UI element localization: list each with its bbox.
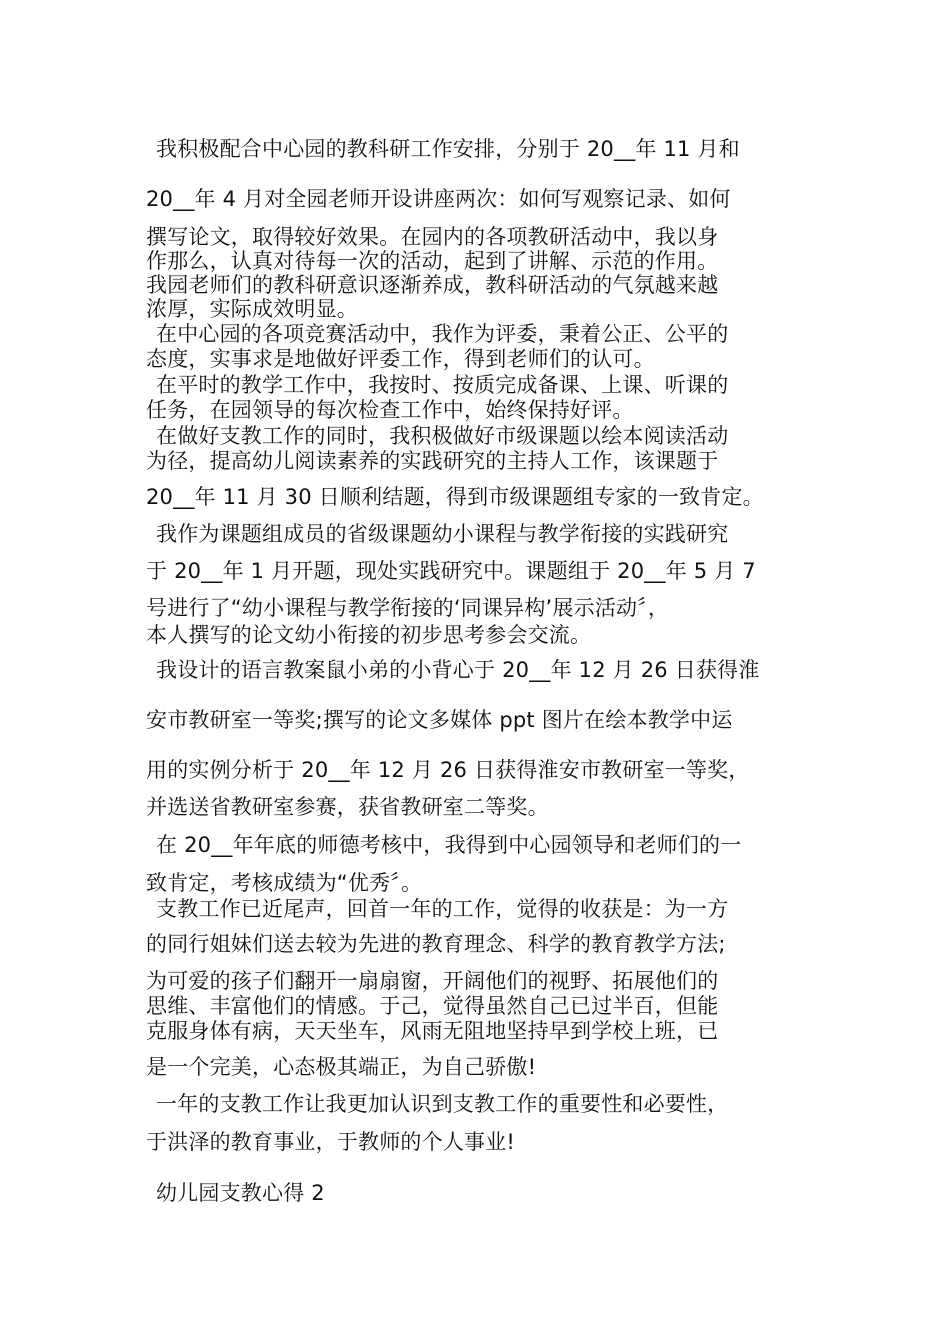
text-line: 我园老师们的教科研意识逐渐养成，教科研活动的气氛越来越 bbox=[146, 273, 719, 297]
text-line: 20__年 4 月对全园老师开设讲座两次：如何写观察记录、如何 bbox=[146, 187, 731, 211]
text-line: 我作为课题组成员的省级课题幼小课程与教学衔接的实践研究 bbox=[156, 522, 729, 546]
text-line: 在 20__年年底的师德考核中，我得到中心园领导和老师们的一 bbox=[156, 833, 742, 857]
section-heading: 幼儿园支教心得 2 bbox=[156, 1181, 325, 1205]
text-line: 是一个完美，心态极其端正，为自己骄傲! bbox=[146, 1055, 537, 1079]
text-line: 任务，在园领导的每次检查工作中，始终保持好评。 bbox=[146, 398, 634, 422]
text-line: 作那么，认真对待每一次的活动，起到了讲解、示范的作用。 bbox=[146, 249, 719, 273]
text-line: 的同行姐妹们送去较为先进的教育理念、科学的教育教学方法; bbox=[146, 932, 726, 956]
text-line: 我积极配合中心园的教科研工作安排，分别于 20__年 11 月和 bbox=[156, 137, 740, 161]
text-line: 于洪泽的教育事业，于教师的个人事业! bbox=[146, 1130, 516, 1154]
text-line: 20__年 11 月 30 日顺利结题，得到市级课题组专家的一致肯定。 bbox=[146, 485, 764, 509]
text-line: 态度，实事求是地做好评委工作，得到老师们的认可。 bbox=[146, 347, 655, 371]
text-line: 在中心园的各项竞赛活动中，我作为评委，秉着公正、公平的 bbox=[156, 322, 729, 346]
text-line: 我设计的语言教案鼠小弟的小背心于 20__年 12 月 26 日获得淮 bbox=[156, 658, 760, 682]
text-line: 于 20__年 1 月开题，现处实践研究中。课题组于 20__年 5 月 7 bbox=[146, 559, 756, 583]
text-line: 为径，提高幼儿阅读素养的实践研究的主持人工作，该课题于 bbox=[146, 449, 719, 473]
text-line: 浓厚，实际成效明显。 bbox=[146, 297, 358, 321]
text-line: 克服身体有病，天天坐车，风雨无阻地坚持早到学校上班，已 bbox=[146, 1019, 719, 1043]
text-line: 在平时的教学工作中，我按时、按质完成备课、上课、听课的 bbox=[156, 373, 729, 397]
text-line: 一年的支教工作让我更加认识到支教工作的重要性和必要性， bbox=[156, 1092, 729, 1116]
text-line: 本人撰写的论文幼小衔接的初步思考参会交流。 bbox=[146, 623, 592, 647]
text-line: 用的实例分析于 20__年 12 月 26 日获得淮安市教研室一等奖， bbox=[146, 758, 750, 782]
text-line: 安市教研室一等奖;撰写的论文多媒体 ppt 图片在绘本教学中运 bbox=[146, 708, 733, 732]
text-line: 支教工作已近尾声，回首一年的工作，觉得的收获是：为一方 bbox=[156, 897, 729, 921]
text-line: 思维、丰富他们的情感。于己，觉得虽然自己已过半百，但能 bbox=[146, 994, 719, 1018]
text-line: 撰写论文，取得较好效果。在园内的各项教研活动中，我以身 bbox=[146, 225, 719, 249]
text-line: 并选送省教研室参赛，获省教研室二等奖。 bbox=[146, 795, 549, 819]
text-line: 为可爱的孩子们翻开一扇扇窗，开阔他们的视野、拓展他们的 bbox=[146, 969, 719, 993]
text-line: 致肯定，考核成绩为“优秀〞。 bbox=[146, 871, 423, 895]
text-line: 号进行了“幼小课程与教学衔接的‘同课异构’展示活动〞， bbox=[146, 596, 670, 620]
text-line: 在做好支教工作的同时，我积极做好市级课题以绘本阅读活动 bbox=[156, 424, 729, 448]
